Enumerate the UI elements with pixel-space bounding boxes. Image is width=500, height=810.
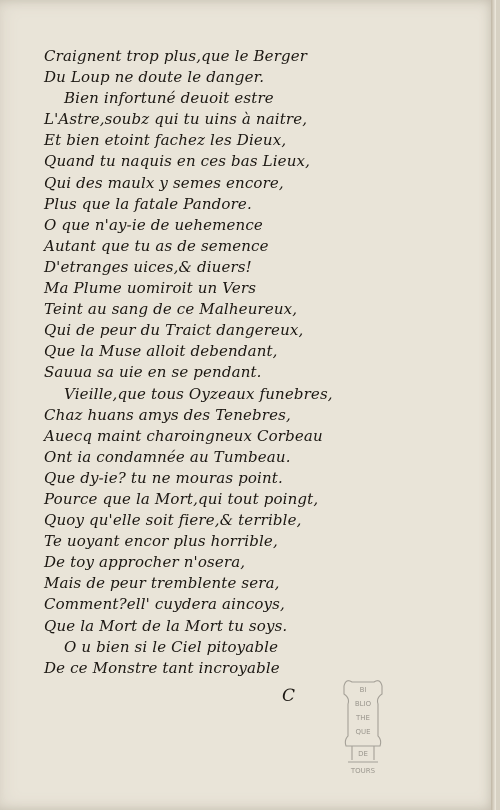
page-edge [491,0,496,810]
stamp-line: THE [356,714,370,722]
poem-line: Que la Muse alloit debendant, [44,342,278,361]
library-stamp [338,676,388,780]
poem-line: O u bien si le Ciel pitoyable [64,637,279,656]
stamp-line: BI [359,686,367,694]
poem-text [44,46,344,679]
stamp-line: QUE [355,728,371,736]
poem-line: De ce Monstre tant incroyable [44,658,280,677]
poem-line: Du Loup ne doute le danger. [44,68,265,87]
stamp-line: TOURS [350,767,376,775]
poem-line: Sauua sa uie en se pendant. [44,363,262,382]
poem-line: D'etranges uices,& diuers! [44,257,252,276]
poem-line: Que dy-ie? tu ne mouras point. [44,468,283,487]
poem-line: L'Astre,soubz qui tu uins à naitre, [44,110,308,129]
poem-line: O que n'ay-ie de uehemence [44,215,263,234]
poem-line: Ma Plume uomiroit un Vers [44,279,257,298]
poem-line: Vieille,que tous Oyzeaux funebres, [64,384,333,403]
poem-line: Que la Mort de la Mort tu soys. [44,616,288,635]
stamp-line: DE [358,750,368,758]
poem-line: Bien infortuné deuoit estre [64,89,274,108]
poem-line: Qui de peur du Traict dangereux, [44,321,304,340]
poem-line: Autant que tu as de semence [44,236,269,255]
poem-line: Comment?ell' cuydera aincoys, [44,595,285,614]
poem-line: Craignent trop plus,que le Berger [44,47,308,65]
poem-line: Plus que la fatale Pandore. [44,194,252,213]
poem-line: Auecq maint charoingneux Corbeau [44,426,323,445]
poem-line: Mais de peur tremblente sera, [44,574,280,593]
poem-line: Te uoyant encor plus horrible, [44,532,278,551]
poem-line: Qui des maulx y semes encore, [44,173,284,192]
poem-line: Quand tu naquis en ces bas Lieux, [44,152,311,171]
poem-line: Ont ia condamnée au Tumbeau. [44,447,291,466]
poem-line: Teint au sang de ce Malheureux, [44,300,298,319]
poem-line: Pource que la Mort,qui tout poingt, [44,489,319,508]
poem-line: Quoy qu'elle soit fiere,& terrible, [44,511,302,530]
poem-line: Chaz huans amys des Tenebres, [44,405,291,424]
signature-mark: C [282,686,296,706]
poem-line: Et bien etoint fachez les Dieux, [44,131,287,150]
stamp-line: BLIO [354,700,372,708]
poem-line: De toy approcher n'osera, [44,553,246,572]
